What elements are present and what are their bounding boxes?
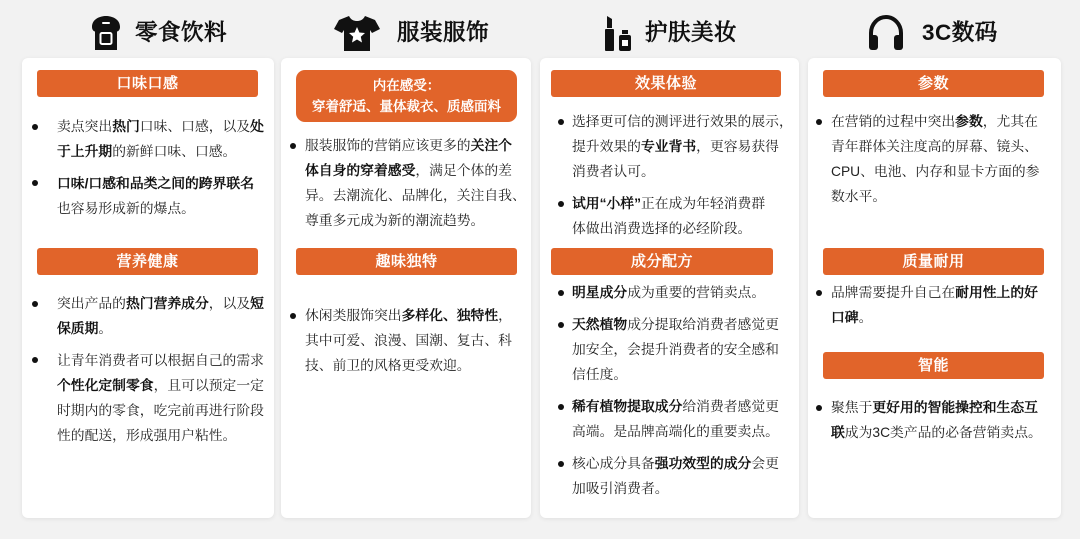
highlight-text: 热门营养成分 bbox=[125, 296, 209, 311]
body-text: 在营销的过程中突出 bbox=[831, 114, 956, 129]
highlight-text: 体自身的穿着感受 bbox=[305, 163, 416, 178]
bullet-dot-icon bbox=[558, 404, 564, 410]
body-text: 成为3C类产品的必备营销卖点。 bbox=[844, 425, 1042, 440]
bread-icon bbox=[86, 14, 126, 52]
section-header bbox=[823, 248, 1044, 275]
text-line bbox=[572, 312, 779, 337]
body-text: ， bbox=[498, 308, 512, 323]
highlight-text: 处 bbox=[250, 119, 264, 134]
text-line bbox=[57, 348, 264, 373]
card-snacks bbox=[22, 58, 274, 518]
text-line bbox=[831, 305, 1038, 330]
section-header bbox=[37, 70, 258, 97]
body-text: 尊重多元成为新的潮流趋势。 bbox=[305, 213, 485, 228]
section-header-text: 智能 bbox=[917, 356, 949, 374]
text-line bbox=[572, 134, 793, 159]
highlight-text: 关注个 bbox=[470, 138, 512, 153]
text-line bbox=[57, 114, 264, 139]
body-text: 。 bbox=[858, 310, 873, 325]
body-text: 消费者认可。 bbox=[572, 164, 655, 179]
text-line bbox=[57, 373, 264, 398]
text-line bbox=[572, 191, 793, 216]
bullet-dot-icon bbox=[558, 201, 564, 207]
bullet-dot-icon bbox=[558, 119, 564, 125]
column-title-digital: 3C数码 bbox=[922, 20, 998, 45]
bullet-item bbox=[572, 394, 779, 444]
bullet-list bbox=[305, 133, 526, 240]
bullet-list bbox=[572, 280, 779, 508]
text-line bbox=[572, 109, 793, 134]
bullet-dot-icon bbox=[816, 405, 822, 411]
bullet-item bbox=[57, 114, 264, 164]
tshirt-icon bbox=[333, 13, 381, 53]
body-text: ，以及 bbox=[208, 296, 251, 311]
bullet-dot-icon bbox=[558, 290, 564, 296]
body-text: 核心成分具备 bbox=[572, 456, 655, 471]
bullet-item bbox=[57, 291, 264, 341]
highlight-text: 短 bbox=[250, 296, 264, 311]
bullet-dot-icon bbox=[816, 290, 822, 296]
body-text: 会更 bbox=[751, 456, 779, 471]
bullet-item bbox=[831, 109, 1040, 209]
text-line bbox=[572, 394, 779, 419]
text-line bbox=[305, 353, 512, 378]
body-text: 休闲类服饰突出 bbox=[305, 308, 402, 323]
text-line bbox=[572, 419, 779, 444]
highlight-text: 个性化定制零食 bbox=[57, 377, 154, 393]
section-header bbox=[296, 248, 517, 275]
body-text: ，更容易获得 bbox=[696, 139, 779, 154]
bullet-list bbox=[305, 303, 512, 385]
body-text: 口味、口感，以及 bbox=[139, 119, 251, 134]
text-line bbox=[831, 280, 1038, 305]
bullet-dot-icon bbox=[290, 313, 296, 319]
bullet-item bbox=[57, 348, 264, 448]
headphones-icon bbox=[866, 14, 906, 52]
section-header bbox=[823, 352, 1044, 379]
body-text: 卖点突出 bbox=[57, 119, 113, 134]
body-text: 加安全，会提升消费者的安全感和 bbox=[572, 342, 779, 357]
bullet-dot-icon bbox=[558, 461, 564, 467]
text-line bbox=[57, 291, 264, 316]
text-line bbox=[57, 398, 264, 423]
body-text: ，满足个体的差 bbox=[415, 163, 512, 178]
section-header-text: 内在感受： bbox=[372, 78, 441, 93]
bullet-item bbox=[831, 280, 1038, 330]
text-line bbox=[572, 216, 793, 241]
highlight-text: 耐用性上的好 bbox=[955, 285, 1038, 300]
highlight-text: 口碑 bbox=[831, 310, 859, 325]
highlight-text: 稀有植物提取成分 bbox=[572, 399, 683, 414]
highlight-text: 天然植物 bbox=[572, 317, 628, 332]
bullet-item bbox=[57, 171, 264, 221]
highlight-text: 口味/口感和品类之间的跨界联名 bbox=[57, 175, 254, 191]
bullet-list bbox=[831, 395, 1042, 452]
body-text: ，且可以预定一定 bbox=[153, 377, 264, 393]
bullet-dot-icon bbox=[816, 119, 822, 125]
bullet-dot-icon bbox=[32, 301, 38, 307]
bullet-item bbox=[572, 280, 779, 305]
text-line bbox=[57, 196, 264, 221]
highlight-text: 热门 bbox=[112, 119, 140, 134]
body-text: 聚焦于 bbox=[831, 400, 873, 415]
bullet-item bbox=[572, 109, 793, 184]
highlight-text: 于上升期 bbox=[57, 144, 113, 159]
text-line bbox=[57, 171, 264, 196]
bullet-item bbox=[572, 451, 779, 501]
column-title-cosmetics: 护肤美妆 bbox=[645, 20, 738, 45]
card-cosmetics bbox=[540, 58, 799, 518]
text-line bbox=[572, 362, 779, 387]
body-text: 加吸引消费者。 bbox=[572, 481, 669, 496]
highlight-text: 保质期 bbox=[57, 321, 99, 336]
body-text: 成为重要的营销卖点。 bbox=[627, 285, 766, 300]
body-text: 成分提取给消费者感觉更 bbox=[627, 317, 779, 332]
bullet-list bbox=[572, 109, 793, 248]
section-header bbox=[551, 248, 773, 275]
bullet-item bbox=[305, 133, 526, 233]
text-line bbox=[572, 280, 779, 305]
body-text: ，尤其在 bbox=[982, 114, 1038, 129]
text-line bbox=[57, 423, 264, 448]
text-line bbox=[831, 420, 1042, 445]
bullet-list bbox=[831, 280, 1038, 337]
body-text: 品牌需要提升自己在 bbox=[831, 285, 956, 300]
body-text: 正在成为年轻消费群 bbox=[640, 196, 766, 211]
section-header bbox=[823, 70, 1044, 97]
body-text: 的新鲜口味、口感。 bbox=[112, 144, 237, 159]
text-line bbox=[57, 139, 264, 164]
text-line bbox=[831, 134, 1040, 159]
highlight-text: 多样化、独特性 bbox=[401, 308, 499, 323]
section-header-text: 口味口感 bbox=[116, 74, 179, 92]
section-header-text: 参数 bbox=[917, 74, 949, 92]
highlight-text: 更好用的智能操控和生态互 bbox=[872, 400, 1038, 415]
section-header-text: 营养健康 bbox=[116, 252, 179, 270]
text-line bbox=[305, 183, 526, 208]
bullet-dot-icon bbox=[290, 143, 296, 149]
body-text: 时期内的零食，吃完前再进行阶段 bbox=[57, 402, 264, 418]
text-line bbox=[57, 316, 264, 341]
text-line bbox=[572, 451, 779, 476]
text-line bbox=[831, 159, 1040, 184]
column-title-snacks: 零食饮料 bbox=[135, 20, 228, 45]
section-header-text: 穿着舒适、量体裁衣、质感面料 bbox=[312, 99, 501, 114]
bullet-dot-icon bbox=[32, 124, 38, 130]
section-header bbox=[37, 248, 258, 275]
cosmetics-icon bbox=[602, 14, 634, 52]
text-line bbox=[572, 476, 779, 501]
bullet-item bbox=[572, 312, 779, 387]
text-line bbox=[305, 158, 526, 183]
body-text: 数水平。 bbox=[831, 189, 887, 204]
section-header-text: 成分配方 bbox=[630, 252, 693, 270]
body-text: 高端。是品牌高端化的重要卖点。 bbox=[572, 424, 779, 439]
body-text: 青年群体关注度高的屏幕、镜头、 bbox=[831, 139, 1038, 154]
bullet-dot-icon bbox=[32, 180, 38, 186]
body-text: CPU、电池、内存和显卡方面的参 bbox=[831, 164, 1040, 179]
text-line bbox=[572, 337, 779, 362]
bullet-item bbox=[572, 191, 793, 241]
text-line bbox=[305, 133, 526, 158]
section-header-text: 质量耐用 bbox=[902, 252, 965, 270]
body-text: 突出产品的 bbox=[57, 296, 126, 311]
text-line bbox=[831, 109, 1040, 134]
bullet-list bbox=[57, 291, 264, 454]
text-line bbox=[831, 184, 1040, 209]
body-text: 服装服饰的营销应该更多的 bbox=[305, 138, 471, 153]
body-text: 异。去潮流化、品牌化，关注自我、 bbox=[305, 188, 526, 203]
card-digital bbox=[808, 58, 1061, 518]
text-line bbox=[831, 395, 1042, 420]
highlight-text: 参数 bbox=[955, 114, 983, 129]
body-text: 给消费者感觉更 bbox=[682, 399, 779, 414]
body-text: 选择更可信的测评进行效果的展示， bbox=[572, 114, 793, 129]
body-text: 技、前卫的风格更受欢迎。 bbox=[305, 358, 471, 373]
bullet-dot-icon bbox=[558, 322, 564, 328]
body-text: 信任度。 bbox=[572, 367, 628, 382]
body-text: 也容易形成新的爆点。 bbox=[57, 200, 195, 216]
section-header bbox=[551, 70, 781, 97]
section-header-text: 趣味独特 bbox=[375, 252, 438, 270]
body-text: 提升效果的 bbox=[572, 139, 641, 154]
text-line bbox=[305, 303, 512, 328]
bullet-list bbox=[57, 114, 264, 227]
highlight-text: 明星成分 bbox=[572, 285, 628, 300]
bullet-list bbox=[831, 109, 1040, 216]
body-text: 性的配送，形成强用户粘性。 bbox=[57, 427, 237, 443]
body-text: 。 bbox=[98, 321, 113, 336]
text-line bbox=[305, 328, 512, 353]
section-header bbox=[296, 70, 517, 122]
bullet-dot-icon bbox=[32, 357, 38, 363]
bullet-item bbox=[831, 395, 1042, 445]
text-line bbox=[305, 208, 526, 233]
text-line bbox=[572, 159, 793, 184]
section-header-text: 效果体验 bbox=[634, 74, 697, 92]
bullet-item bbox=[305, 303, 512, 378]
highlight-text: 联 bbox=[831, 425, 845, 440]
highlight-text: 强功效型的成分 bbox=[654, 456, 752, 471]
body-text: 让青年消费者可以根据自己的需求 bbox=[57, 352, 264, 368]
body-text: 体做出消费选择的必经阶段。 bbox=[572, 221, 752, 236]
column-title-apparel: 服装服饰 bbox=[397, 20, 490, 45]
highlight-text: 专业背书 bbox=[640, 139, 697, 154]
body-text: 其中可爱、浪漫、国潮、复古、科 bbox=[305, 333, 512, 348]
highlight-text: 试用“小样” bbox=[572, 196, 641, 211]
card-apparel bbox=[281, 58, 531, 518]
